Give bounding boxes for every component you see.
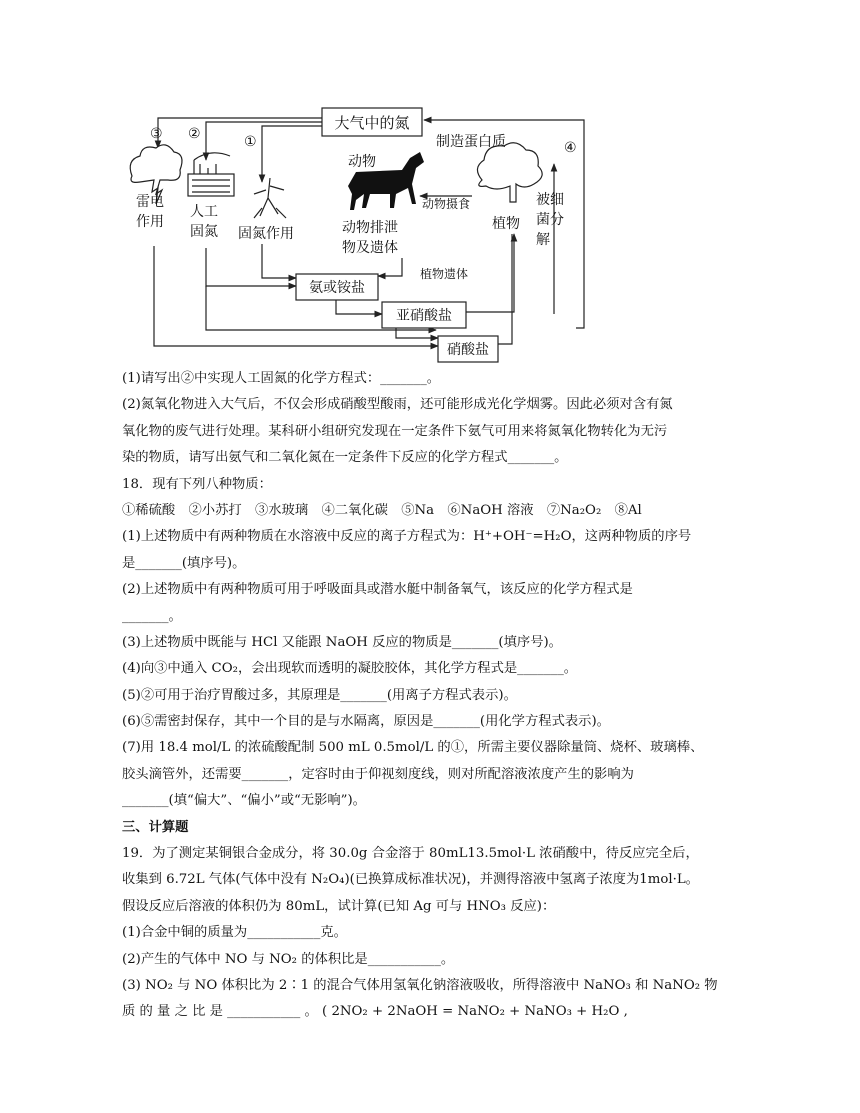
text-line: (1)请写出②中实现人工固氮的化学方程式：_______。 [122,371,441,386]
nitrogen-cycle-diagram [120,98,600,366]
ammonia-label: 氨或铵盐 [309,280,365,296]
decompose-label-3: 解 [536,232,550,248]
artificial-label-1: 人工 [190,204,218,220]
question-18-title: 18．现有下列八种物质： [122,476,272,492]
route-2-label: ② [188,126,201,142]
factory-icon [188,153,234,196]
decompose-label-1: 被细 [536,192,564,208]
plant-label: 植物 [492,216,520,232]
text-line: (2)产生的气体中 NO 与 NO₂ 的体积比是___________。 [122,951,455,967]
text-line: 收集到 6.72L 气体(气体中没有 N₂O₄)(已换算成标准状况)，并测得溶液中氢离子浓度为1mol·L。 [122,872,699,888]
text-line: (3) NO₂ 与 NO 体积比为 2∶1 的混合气体用氢氧化钠溶液吸收，所得溶液中 NaNO₃ 和 NaNO₂ 物 [122,977,718,993]
text-line: (1)合金中铜的质量为___________克。 [122,925,347,941]
nitrite-label: 亚硝酸盐 [396,308,452,324]
route-1-label: ① [244,134,257,150]
text-line: (3)上述物质中既能与 HCl 又能跟 NaOH 反应的物质是_______(填序号)。 [122,634,562,650]
decompose-label-2: 菌分 [536,212,564,228]
text-line: 假设反应后溶液的体积仍为 80mL，试计算(已知 Ag 可与 HNO₃ 反应)： [122,898,556,914]
text-line: (7)用 18.4 mol/L 的浓硫酸配制 500 mL 0.5mol/L 的①，所需主要仪器除量筒、烧杯、玻璃棒、 [122,740,704,756]
question-19-title: 19．为了测定某铜银合金成分，将 30.0g 合金溶于 80mL13.5mol·L 浓硝酸中，待反应完全后， [122,846,699,862]
animal-label: 动物 [348,154,376,170]
route-3-label: ③ [150,126,163,142]
text-line: 是_______(填序号)。 [122,555,246,571]
text-line: 胶头滴管外，还需要_______，定容时由于仰视刻度线，则对所配溶液浓度产生的影响为 [122,766,634,782]
bio-fix-label: 固氮作用 [238,226,294,242]
text-line: (1)上述物质中有两种物质在水溶液中反应的离子方程式为：H⁺+OH⁻=H₂O，这两种物质的序号 [122,529,692,545]
text-line: (6)⑤需密封保存，其中一个目的是与水隔离，原因是_______(用化学方程式表示)。 [122,714,610,730]
route-4-label: ④ [564,140,577,156]
text-line: (2)上述物质中有两种物质可用于呼吸面具或潜水艇中制备氧气，该反应的化学方程式是 [122,582,633,598]
text-line: ①稀硫酸 ②小苏打 ③水玻璃 ④二氧化碳 ⑤Na ⑥NaOH 溶液 ⑦Na₂O₂ ⑧Al [122,502,642,518]
plant-remains-label: 植物遗体 [420,267,469,281]
section-heading: 三、计算题 [122,819,189,835]
tree-icon [477,143,542,202]
text-line: (2)氮氧化物进入大气后，不仅会形成硝酸型酸雨，还可能形成光化学烟雾。因此必须对含有氮 [122,397,673,413]
text-line: (4)向③中通入 CO₂，会出现软而透明的凝胶胶体，其化学方程式是_______。 [122,661,578,677]
lightning-label-1: 雷电 [136,194,164,210]
excrete-label-2: 物及遗体 [342,240,398,256]
lightning-label-2: 作用 [136,214,164,230]
artificial-label-2: 固氮 [190,224,218,240]
atmosphere-label: 大气中的氮 [334,114,410,132]
text-line: (5)②可用于治疗胃酸过多，其原理是_______(用离子方程式表示)。 [122,687,517,703]
text-line: 质 的 量 之 比 是 ___________ 。 ( 2NO₂ + 2NaOH = NaNO₂ + NaNO₃ + H₂O , [122,1004,628,1020]
text-line: _______。 [122,608,182,624]
text-line: _______(填“偏大”、“偏小”或“无影响”)。 [122,793,366,809]
nitrate-label: 硝酸盐 [447,342,489,358]
text-line: 染的物质，请写出氨气和二氧化氮在一定条件下反应的化学方程式_______。 [122,450,568,466]
animal-eat-label: 动物摄食 [422,197,471,211]
protein-label: 制造蛋白质 [436,134,506,150]
question-text [122,366,762,1026]
text-line: 氧化物的废气进行处理。某科研小组研究发现在一定条件下氨气可用来将氮氧化物转化为无污 [122,423,668,439]
root-nodule-icon [254,178,286,218]
excrete-label-1: 动物排泄 [342,220,398,236]
